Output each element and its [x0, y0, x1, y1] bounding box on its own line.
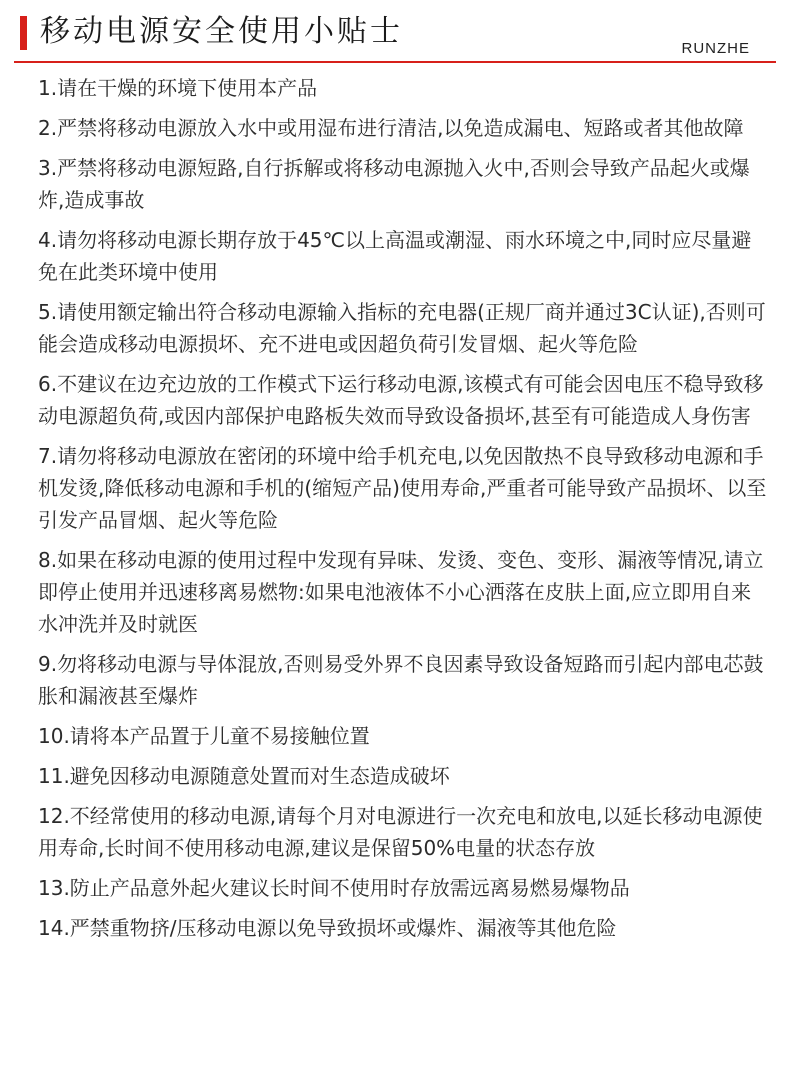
header	[0, 0, 790, 66]
header-divider	[14, 61, 776, 63]
title-accent-bar	[20, 16, 27, 50]
brand-name: RUNZHE	[681, 40, 750, 57]
tip-item-1: 1.请在干燥的环境下使用本产品	[38, 76, 318, 100]
tip-item-8: 8.如果在移动电源的使用过程中发现有异味、发烫、变色、变形、漏液等情况,请立即停止使用并迅速移离易燃物:如果电池液体不小心洒落在皮肤上面,应立即用自来水冲洗并及时就医	[38, 548, 764, 636]
tip-item-3: 3.严禁将移动电源短路,自行拆解或将移动电源抛入火中,否则会导致产品起火或爆炸,造成事故	[38, 156, 750, 212]
safety-tips-list	[38, 72, 768, 952]
tip-item-2: 2.严禁将移动电源放入水中或用湿布进行清洁,以免造成漏电、短路或者其他故障	[38, 116, 744, 140]
tip-item-10: 10.请将本产品置于儿童不易接触位置	[38, 724, 370, 748]
tip-item-14: 14.严禁重物挤/压移动电源以免导致损坏或爆炸、漏液等其他危险	[38, 916, 617, 940]
tip-item-6: 6.不建议在边充边放的工作模式下运行移动电源,该模式有可能会因电压不稳导致移动电源超负荷,或因内部保护电路板失效而导致设备损坏,甚至有可能造成人身伤害	[38, 372, 764, 428]
page-title: 移动电源安全使用小贴士	[40, 14, 403, 49]
tip-item-4: 4.请勿将移动电源长期存放于45℃以上高温或潮湿、雨水环境之中,同时应尽量避免在此类环境中使用	[38, 228, 752, 284]
tip-item-12: 12.不经常使用的移动电源,请每个月对电源进行一次充电和放电,以延长移动电源使用寿命,长时间不使用移动电源,建议是保留50%电量的状态存放	[38, 804, 763, 860]
tip-item-13: 13.防止产品意外起火建议长时间不使用时存放需远离易燃易爆物品	[38, 876, 630, 900]
tip-item-9: 9.勿将移动电源与导体混放,否则易受外界不良因素导致设备短路而引起内部电芯鼓胀和漏液甚至爆炸	[38, 652, 764, 708]
tip-item-7: 7.请勿将移动电源放在密闭的环境中给手机充电,以免因散热不良导致移动电源和手机发烫,降低移动电源和手机的(缩短产品)使用寿命,严重者可能导致产品损坏、以至引发产品冒烟、起火等危险	[38, 444, 767, 532]
tip-item-11: 11.避免因移动电源随意处置而对生态造成破坏	[38, 764, 450, 788]
tip-item-5: 5.请使用额定输出符合移动电源输入指标的充电器(正规厂商并通过3C认证),否则可能会造成移动电源损坏、充不进电或因超负荷引发冒烟、起火等危险	[38, 300, 766, 356]
